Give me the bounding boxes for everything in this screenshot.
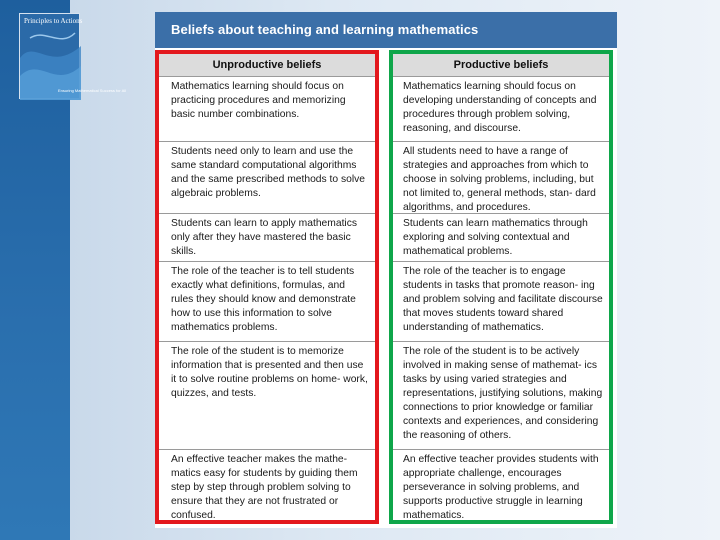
unproductive-cell-1: Mathematics learning should focus on practicing procedures and memorizing basic number combinations. xyxy=(159,76,375,141)
productive-cell-2: All students need to have a range of strategies and approaches from which to choose in solving problems, including, but not limited to, general methods, stan- dard algorithms, and procedures. xyxy=(393,141,609,213)
unproductive-cell-4: The role of the teacher is to tell students exactly what definitions, formulas, and rules they should know and demonstrate how to use this information to solve mathematics problems. xyxy=(159,261,375,341)
book-cover-thumbnail xyxy=(19,13,127,99)
productive-cell-3: Students can learn mathematics through exploring and solving contextual and mathematical problems. xyxy=(393,213,609,261)
cover-subtitle: Ensuring Mathematical Success for All xyxy=(58,88,127,93)
figure-title: Beliefs about teaching and learning mathematics xyxy=(171,22,479,37)
unproductive-cell-3: Students can learn to apply mathematics only after they have mastered the basic skills. xyxy=(159,213,375,261)
book-cover-title: Principles to Actions xyxy=(24,17,83,25)
unproductive-header: Unproductive beliefs xyxy=(159,54,375,77)
productive-cell-5: The role of the student is to be actively involved in making sense of mathemat- ics tasks by using varied strategies and representations, justifying solutions, making connections to prior knowledge or familiar contexts and experiences, and considering the reasoning of others. xyxy=(393,341,609,449)
beliefs-figure xyxy=(155,12,617,528)
unproductive-cell-6: An effective teacher makes the mathe- matics easy for students by guiding them step by step through problem solving to ensure that they are not frustrated or confused. xyxy=(159,449,375,524)
productive-cell-6: An effective teacher provides students with appropriate challenge, encourages perseverance in solving problems, and supports productive struggle in learning mathematics. xyxy=(393,449,609,524)
productive-cell-1: Mathematics learning should focus on developing understanding of concepts and procedures through problem solving, reasoning, and discourse. xyxy=(393,76,609,141)
unproductive-cell-2: Students need only to learn and use the same standard computational algorithms and the same prescribed methods to solve algebraic problems. xyxy=(159,141,375,213)
productive-beliefs-column xyxy=(389,50,613,524)
unproductive-cell-5: The role of the student is to memorize information that is presented and then use it to solve routine problems on home- work, quizzes, and tests. xyxy=(159,341,375,449)
productive-cell-4: The role of the teacher is to engage students in tasks that promote reason- ing and problem solving and facilitate discourse that moves students toward shared understanding of mathematics. xyxy=(393,261,609,341)
productive-header: Productive beliefs xyxy=(393,54,609,77)
unproductive-beliefs-column xyxy=(155,50,379,524)
cover-wave-graphic xyxy=(20,28,127,100)
figure-header xyxy=(155,12,617,48)
